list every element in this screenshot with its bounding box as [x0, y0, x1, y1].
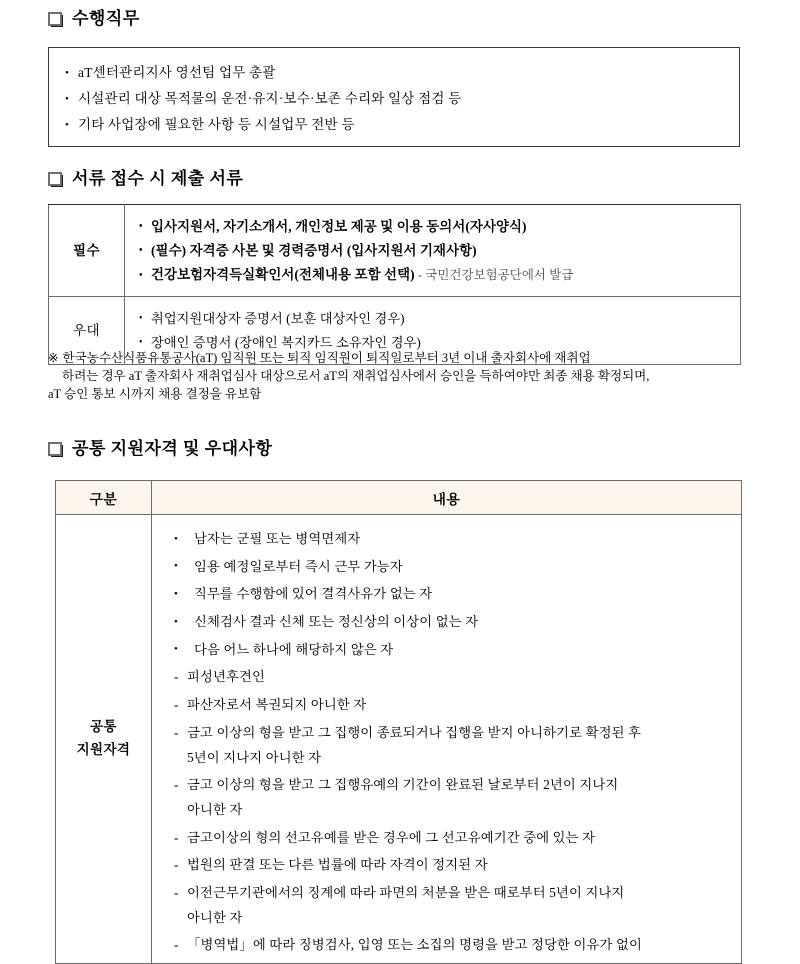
footnote-line-3: aT 승인 통보 시까지 채용 결정을 유보함 — [48, 386, 262, 401]
section-title-documents: 서류 접수 시 제출 서류 — [72, 169, 244, 188]
list-item — [174, 771, 741, 823]
list-item: • 남자는 군필 또는 병역면제자 — [174, 525, 741, 553]
required-docs-list — [125, 205, 740, 296]
list-item: • aT센터관리지사 영선팀 업무 총괄 — [65, 59, 739, 85]
list-item — [174, 719, 741, 771]
list-item — [174, 663, 741, 691]
list-item-text: 건강보험자격득실확인서(전체내용 포함 선택) — [151, 267, 415, 283]
dash-marker: - — [174, 697, 179, 713]
list-item-text: 법원의 판결 또는 다른 법률에 따라 자격이 정지된 자 — [187, 857, 488, 873]
list-item: • 장애인 증명서 (장애인 복지카드 소유자인 경우) — [139, 330, 740, 354]
list-item — [174, 851, 741, 879]
dash-marker: - — [174, 937, 179, 953]
footnote-line-1: 한국농수산식품유통공사(aT) 임직원 또는 퇴직 임직원이 퇴직일로부터 3년 이내 출자회사에 재취업 — [62, 351, 591, 365]
list-item — [174, 931, 741, 959]
list-item: • 직무를 수행함에 있어 결격사유가 없는 자 — [174, 580, 741, 608]
checkbox-square-icon — [48, 172, 63, 187]
row-label-required: 필수 — [49, 205, 125, 297]
list-item-continuation: 아니한 자 — [187, 801, 243, 817]
dash-marker: - — [174, 669, 179, 685]
footnote-marker: ※ — [48, 351, 59, 365]
row-label-preferred: 우대 — [49, 297, 125, 364]
documents-footnote — [48, 350, 748, 404]
list-item-text: 피성년후견인 — [187, 669, 265, 685]
dash-marker: - — [174, 777, 179, 793]
list-item: • 신체검사 결과 신체 또는 정신상의 이상이 없는 자 — [174, 608, 741, 636]
checkbox-square-icon — [48, 12, 63, 27]
list-item-continuation: 아니한 자 — [187, 909, 243, 925]
row-label-line-2: 지원자격 — [76, 742, 131, 757]
list-item-text: (필수) 자격증 사본 및 경력증명서 (입사지원서 기재사항) — [151, 242, 477, 258]
table-row — [56, 515, 742, 964]
row-content-required — [125, 205, 741, 297]
dash-marker: - — [174, 857, 179, 873]
section-heading-duties — [48, 10, 140, 29]
list-item — [139, 238, 740, 262]
dash-marker: - — [174, 829, 179, 845]
list-item — [174, 879, 741, 931]
list-item-note: - 국민건강보험공단에서 발급 — [414, 268, 574, 283]
table-header-row — [56, 481, 742, 515]
list-item-text: 입사지원서, 자기소개서, 개인정보 제공 및 이용 동의서(자사양식) — [151, 218, 527, 234]
duties-box — [48, 47, 740, 147]
list-item — [139, 214, 740, 238]
list-item-text: 금고 이상의 형을 받고 그 집행유예의 기간이 완료된 날로부터 2년이 지나지 — [187, 777, 619, 793]
section-heading-documents — [48, 170, 243, 189]
dash-marker: - — [174, 884, 179, 900]
list-item: • 기타 사업장에 필요한 사항 등 시설업무 전반 등 — [65, 111, 739, 137]
list-item: • 다음 어느 하나에 해당하지 않은 자 — [174, 636, 741, 664]
list-item-text: 파산자로서 복권되지 아니한 자 — [187, 697, 367, 713]
row-label-common-qualification — [56, 515, 152, 964]
column-header-content: 내용 — [152, 481, 742, 515]
list-item-text: 금고 이상의 형을 받고 그 집행이 종료되거나 집행을 받지 아니하기로 확정된 후 — [187, 724, 642, 740]
table-row — [49, 205, 741, 297]
list-item — [174, 691, 741, 719]
list-item-continuation: 5년이 지나지 아니한 자 — [187, 749, 322, 765]
list-item — [174, 824, 741, 852]
list-item-text: 「병역법」에 따라 징병검사, 입영 또는 소집의 명령을 받고 정당한 이유가 없이 — [187, 937, 642, 953]
column-header-category: 구분 — [56, 481, 152, 515]
list-item: • 시설관리 대상 목적물의 운전·유지·보수·보존 수리와 일상 점검 등 — [65, 85, 739, 111]
checkbox-square-icon — [48, 442, 63, 457]
dash-marker: - — [174, 724, 179, 740]
row-content-common-qualification — [152, 515, 742, 964]
list-item-text: 이전근무기관에서의 징계에 따라 파면의 처분을 받은 때로부터 5년이 지나지 — [187, 884, 625, 900]
list-item-text: 금고이상의 형의 선고유예를 받은 경우에 그 선고유예기간 중에 있는 자 — [187, 829, 596, 845]
row-label-line-1: 공통 — [90, 719, 117, 735]
footnote-line-2: 하려는 경우 aT 출자회사 재취업심사 대상으로서 aT의 재취업심사에서 승인을 득하여야만 최종 채용 확정되며, — [62, 368, 650, 383]
qualification-list — [152, 515, 741, 963]
documents-table — [48, 204, 741, 365]
section-heading-qualifications — [48, 440, 272, 459]
list-item: • 임용 예정일로부터 즉시 근무 가능자 — [174, 553, 741, 581]
section-title-duties: 수행직무 — [72, 9, 140, 28]
list-item — [139, 263, 740, 287]
list-item: • 취업지원대상자 증명서 (보훈 대상자인 경우) — [139, 306, 740, 330]
section-title-qualifications: 공통 지원자격 및 우대사항 — [72, 439, 273, 458]
duties-list — [49, 48, 739, 147]
qualifications-table — [55, 480, 742, 964]
